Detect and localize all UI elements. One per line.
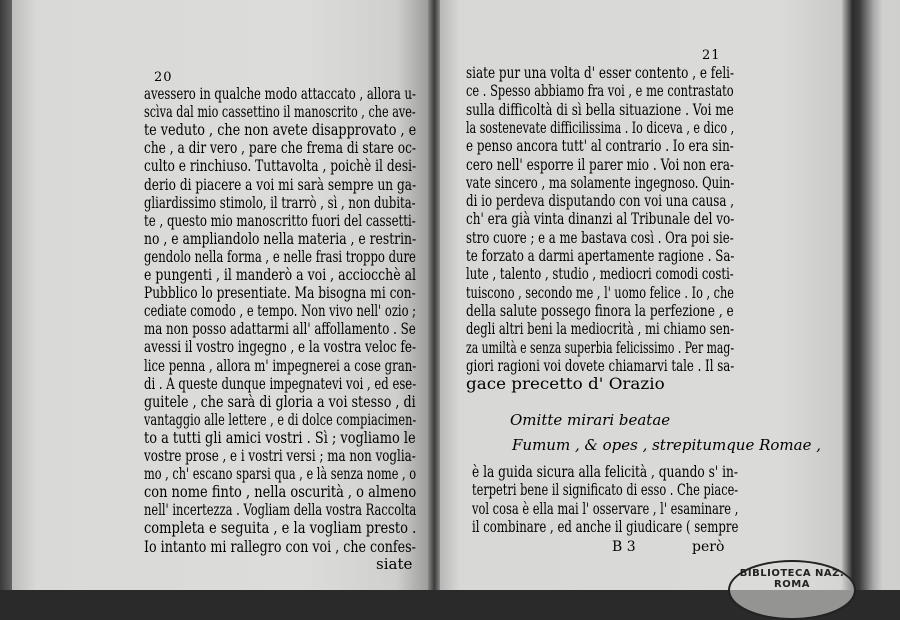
text-line: guitele , che sarà di gloria a voi stesso , di: [144, 392, 416, 411]
right-catchword: però: [692, 539, 725, 555]
text-line: Pubblico lo presentiate. Ma bisogna mi con-: [144, 284, 416, 303]
text-line: no , e ampliandolo nella materia , e restrin-: [144, 229, 417, 248]
text-line: nell' incertezza . Vogliam della vostra Raccolta: [144, 501, 417, 520]
text-line: siate pur una volta d' esser contento , e feli-: [466, 64, 735, 82]
text-line: cero nell' esporre il parer mio . Voi non era-: [466, 155, 735, 174]
text-line: tuiscono , secondo me , l' uomo felice . Io , che: [466, 283, 735, 302]
left-catchword: siate: [376, 555, 413, 573]
text-line: che , a dir vero , pare che frema di stare oc-: [144, 139, 417, 158]
text-line: e penso ancora tutt' al contrario . Io era sin-: [466, 137, 734, 156]
text-line: vantaggio alle lettere , e di dolce compiacimen-: [144, 410, 417, 429]
text-line: della salute possego finora la perfezione , e: [466, 301, 734, 320]
text-line: te forzato a darmi apertamente ragione . Sa-: [466, 247, 735, 265]
text-line: za umiltà e senza superbia felicissimo . Per mag-: [466, 338, 734, 357]
quote-line-1: Omitte mirari beatae: [510, 411, 671, 429]
text-line: vol cosa è ella mai l' osservare , l' esaminare ,: [472, 499, 739, 518]
text-line: sulla difficoltà di sì bella situazione . Voi me: [466, 100, 734, 119]
quote-line-2: Fumum , & opes , strepitumque Romae ,: [512, 436, 822, 454]
text-line: avessi il vostro ingegno , e la vostra veloc fe-: [144, 338, 417, 357]
text-line: ce . Spesso abbiamo fra voi , e me contrastato: [466, 82, 734, 101]
text-line: gliardissimo stimolo, il trarrò , sì , non dubita-: [144, 193, 416, 212]
text-line: il combinare , ed anche il giudicare ( sempre: [472, 517, 739, 536]
text-line: te veduto , che non avete disapprovato , e: [144, 121, 417, 140]
right-page-edge: [842, 0, 900, 590]
text-line: completa e seguita , e la vogliam presto .: [144, 519, 417, 538]
text-line: ma non posso adattarmi all' affollamento . Se: [144, 320, 416, 339]
text-line: cediate comodo , e tempo. Non vivo nell' ozio ;: [144, 302, 417, 321]
signature-mark: B 3: [612, 539, 636, 555]
text-line: mo , ch' escano sparsi qua , e là senza nome , o: [144, 465, 417, 484]
text-line: derio di piacere a voi mi sarà sempre un ga-: [144, 175, 417, 194]
text-line: è la guida sicura alla felicità , quando s' in-: [472, 463, 739, 481]
text-line: degli altri beni la mediocrità , mi chiamo sen-: [466, 320, 734, 339]
text-line: vostre prose , e i vostri versi ; ma non voglia-: [144, 447, 416, 465]
text-line: te , questo mio manoscritto fuori del cassetti-: [144, 211, 416, 230]
text-line: di . A queste dunque impegnatevi voi , ed ese-: [144, 374, 417, 393]
text-line: terpetri bene il significato di esso . Che piace-: [472, 481, 739, 500]
text-line: ch' era già vinta dinanzi al Tribunale del vo-: [466, 210, 735, 229]
text-line: to a tutti gli amici vostri . Sì ; vogliamo le: [144, 428, 416, 447]
right-page-number: 21: [702, 48, 721, 63]
text-line: gendolo nella forma , e nelle frasi troppo dure: [144, 247, 416, 266]
text-line: gace precetto d' Orazio: [466, 375, 665, 394]
text-line: lice penna , allora m' impegnerei a cose gran-: [144, 356, 417, 375]
left-page-number: 20: [154, 70, 173, 85]
text-line: con nome finto , nella oscurità , o almeno: [144, 483, 417, 502]
text-line: la sostenevate difficilissima . Io diceva , e dico ,: [466, 118, 735, 137]
text-line: giori ragioni voi dovete chiamarvi tale . Il sa-: [466, 356, 735, 375]
text-line: lute , talento , studio , mediocri comodi costi-: [466, 265, 734, 284]
text-line: stro cuore ; e a me bastava così . Ora poi sie-: [466, 228, 734, 247]
text-line: scìva dal mio cassettino il manoscrito , che ave-: [144, 103, 416, 122]
text-line: culto e rinchiuso. Tuttavolta , poichè il desi-: [144, 157, 417, 176]
library-stamp: BIBLIOTECA NAZ. ROMA: [728, 560, 856, 620]
text-line: vate sincero , ma solamente ingegnoso. Quin-: [466, 173, 735, 192]
text-line: avessero in qualche modo attaccato , allora u-: [144, 85, 416, 103]
text-line: Io intanto mi rallegro con voi , che confes-: [144, 537, 416, 556]
text-line: e pungenti , il manderò a voi , acciocchè al: [144, 266, 417, 284]
text-line: di io perdeva disputando con voi una causa ,: [466, 192, 735, 211]
